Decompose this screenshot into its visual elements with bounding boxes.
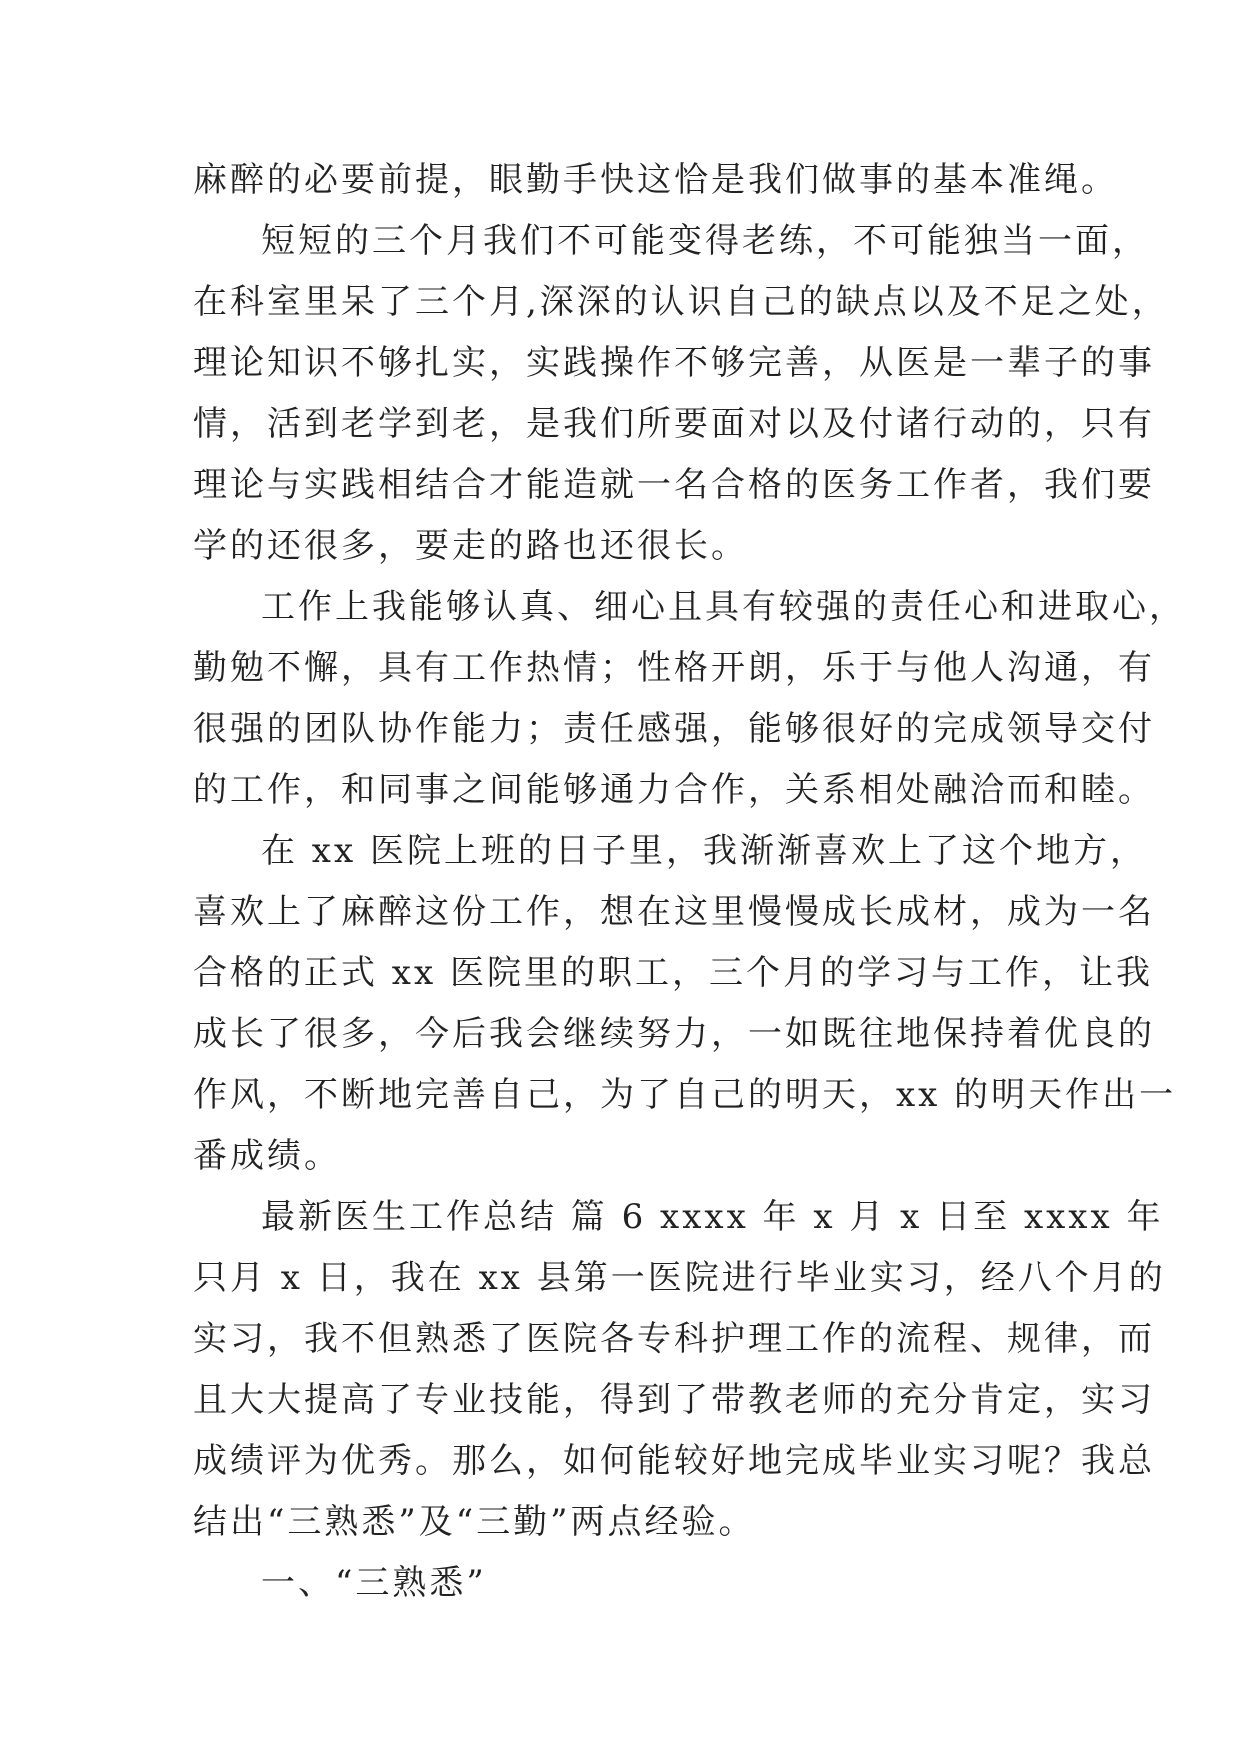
- text-line: 且大大提高了专业技能，得到了带教老师的充分肯定，实习: [193, 1380, 1155, 1420]
- text-line: 番成绩。: [193, 1136, 341, 1176]
- text-line: 在科室里呆了三个月,深深的认识自己的缺点以及不足之处，: [193, 282, 1169, 322]
- text-line: 一、“三熟悉”: [261, 1563, 487, 1603]
- text-line: 理论知识不够扎实，实践操作不够完善，从医是一辈子的事: [193, 343, 1155, 383]
- text-line: 实习，我不但熟悉了医院各专科护理工作的流程、规律，而: [193, 1319, 1155, 1359]
- text-line: 作风，不断地完善自己，为了自己的明天，xx 的明天作出一: [193, 1075, 1177, 1115]
- text-line: 在 xx 医院上班的日子里，我渐渐喜欢上了这个地方，: [261, 831, 1147, 871]
- text-line: 工作上我能够认真、细心且具有较强的责任心和进取心，: [261, 587, 1186, 627]
- text-line: 喜欢上了麻醉这份工作，想在这里慢慢成长成材，成为一名: [193, 892, 1155, 932]
- text-line: 很强的团队协作能力；责任感强，能够很好的完成领导交付: [193, 709, 1155, 749]
- text-line: 麻醉的必要前提，眼勤手快这恰是我们做事的基本准绳。: [193, 160, 1118, 200]
- text-line: 结出“三熟悉”及“三勤”两点经验。: [193, 1502, 756, 1542]
- body-text: [193, 150, 1186, 1614]
- text-line: 勤勉不懈，具有工作热情；性格开朗，乐于与他人沟通，有: [193, 648, 1155, 688]
- text-line: 情，活到老学到老，是我们所要面对以及付诸行动的，只有: [193, 404, 1155, 444]
- text-line: 最新医生工作总结 篇 6 xxxx 年 x 月 x 日至 xxxx 年: [261, 1197, 1164, 1237]
- text-line: 短短的三个月我们不可能变得老练，不可能独当一面，: [261, 221, 1149, 261]
- text-line: 的工作，和同事之间能够通力合作，关系相处融洽而和睦。: [193, 770, 1155, 810]
- text-line: 成绩评为优秀。那么，如何能较好地完成毕业实习呢？我总: [193, 1441, 1155, 1481]
- text-line: 只月 x 日，我在 xx 县第一医院进行毕业实习，经八个月的: [193, 1258, 1166, 1298]
- text-line: 成长了很多，今后我会继续努力，一如既往地保持着优良的: [193, 1014, 1155, 1054]
- text-line: 理论与实践相结合才能造就一名合格的医务工作者，我们要: [193, 465, 1155, 505]
- text-line: 学的还很多，要走的路也还很长。: [193, 526, 748, 566]
- text-line: 合格的正式 xx 医院里的职工，三个月的学习与工作，让我: [193, 953, 1153, 993]
